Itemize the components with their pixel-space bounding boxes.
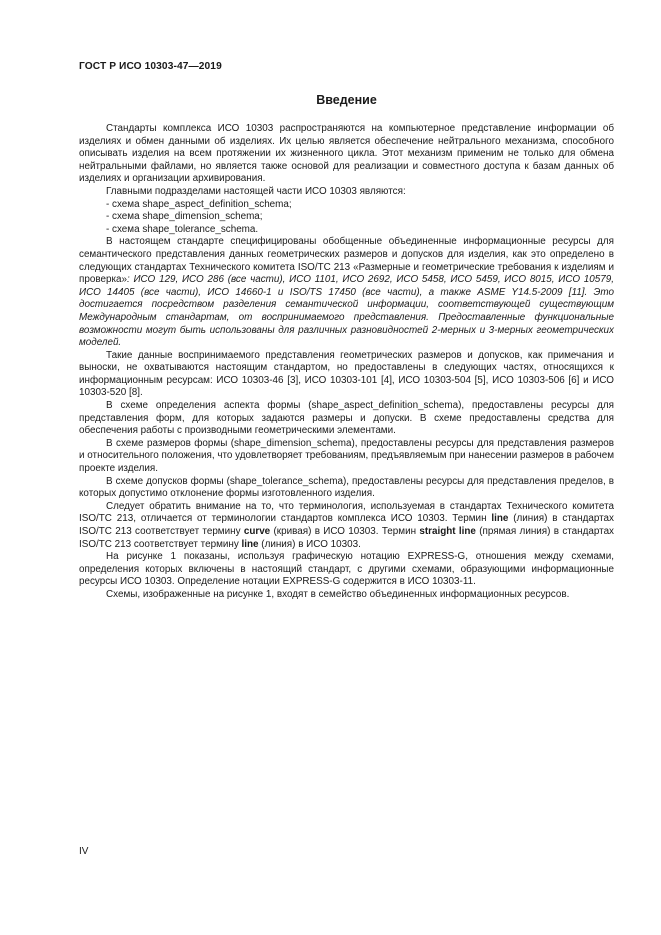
term-curve: curve [243, 526, 271, 537]
text-run: (линия) в стандартах ISO/TC 213 соответствует термину [79, 513, 614, 537]
term-line: line [241, 538, 259, 550]
text-run-italic: : ИСО 129, ИСО 286 (все части), ИСО 1101, ИСО 2692, ИСО 5458, ИСО 5459, ИСО 8015, ИСО 10579, ИСО 14405 (все части), ИСО 14660-1 и ISO/TS 17450 (все части), а также ASME Y14.5-2009 [11]. Это достигается посредством разделения семантической информации, соответствующей существующим Международным стандартам, от воспринимаемого представления. Предоставленные функциональные возможности могут быть использованы для различных разновидностей 2-мерных и 3-мерных геометрических моделей. [79, 274, 614, 349]
paragraph: В схеме определения аспекта формы (shape_aspect_definition_schema), предоставлены ресурсы для представления форм, для которых задаются размеры и допуски. В схеме предоставлены средства для обеспечения работы с производными геометрическими элементами. [79, 400, 614, 437]
term-straight-line: straight line [419, 526, 476, 537]
paragraph: Стандарты комплекса ИСО 10303 распространяются на компьютерное представление информации об изделиях и обмен данными об изделиях. Их целью является обеспечение нейтрального механизма, способного описывать изделия на всем протяжении их жизненного цикла. Этот механизм применим не только для обмена нейтральными файлами, но является также основой для реализации и совместного доступа к базам данных об изделиях и организации архивирования. [79, 123, 614, 185]
page-number: IV [79, 846, 89, 857]
text-run: В настоящем стандарте специфицированы обобщенные объединенные информационные ресурсы для семантического представления данных геометрических размеров и допусков для изделия, как это определено в следующих стандартах Технического комитета ISO/TC 213 «Размерные и геометрические требования к изделиям и проверка» [79, 236, 614, 286]
section-title: Введение [316, 93, 377, 107]
list-item: - схема shape_dimension_schema; [106, 211, 263, 223]
paragraph: В схеме размеров формы (shape_dimension_schema), предоставлены ресурсы для представления размеров и относительного положения, что удовлетворяет требованиям, предъявляемым при нанесении размеров в рабочем проекте изделия. [79, 437, 614, 475]
list-item: - схема shape_aspect_definition_schema; [106, 198, 292, 210]
paragraph [79, 501, 614, 551]
paragraph: Главными подразделами настоящей части ИСО 10303 являются: [106, 185, 406, 197]
document-id: ГОСТ Р ИСО 10303-47—2019 [79, 61, 222, 72]
body-text [79, 123, 614, 602]
text-run: (прямая линия) в стандартах ISO/TC 213 соответствует термину [79, 526, 614, 550]
term-line: line [491, 513, 509, 525]
text-run: Следует обратить внимание на то, что терминология, используемая в стандартах Технического комитета ISO/TC 213, отличается от терминологии стандартов комплекса ИСО 10303. Термин [79, 500, 614, 525]
paragraph: Схемы, изображенные на рисунке 1, входят в семейство объединенных информационных ресурсов. [106, 588, 570, 600]
paragraph: В схеме допусков формы (shape_tolerance_schema), предоставлены ресурсы для представления пределов, в которых допустимо отклонение формы изготовленного изделия. [79, 475, 614, 500]
text-run: (линия) в ИСО 10303. [258, 538, 361, 550]
paragraph: Такие данные воспринимаемого представления геометрических размеров и допусков, как примечания и выноски, не охватываются настоящим стандартом, но предоставлены в следующих частях, относящихся к информационным ресурсам: ИСО 10303-46 [3], ИСО 10303-101 [4], ИСО 10303-504 [5], ИСО 10303-506 [6] и ИСО 10303-520 [8]. [79, 349, 614, 399]
list-item: - схема shape_tolerance_schema. [106, 223, 259, 235]
text-run: (кривая) в ИСО 10303. Термин [270, 526, 420, 537]
paragraph [79, 236, 614, 349]
paragraph: На рисунке 1 показаны, используя графическую нотацию EXPRESS-G, отношения между схемами, определения которых включены в настоящий стандарт, с другими схемами, образующими информационные ресурсы ИСО 10303. Определение нотации EXPRESS-G содержится в ИСО 10303-11. [79, 551, 614, 588]
